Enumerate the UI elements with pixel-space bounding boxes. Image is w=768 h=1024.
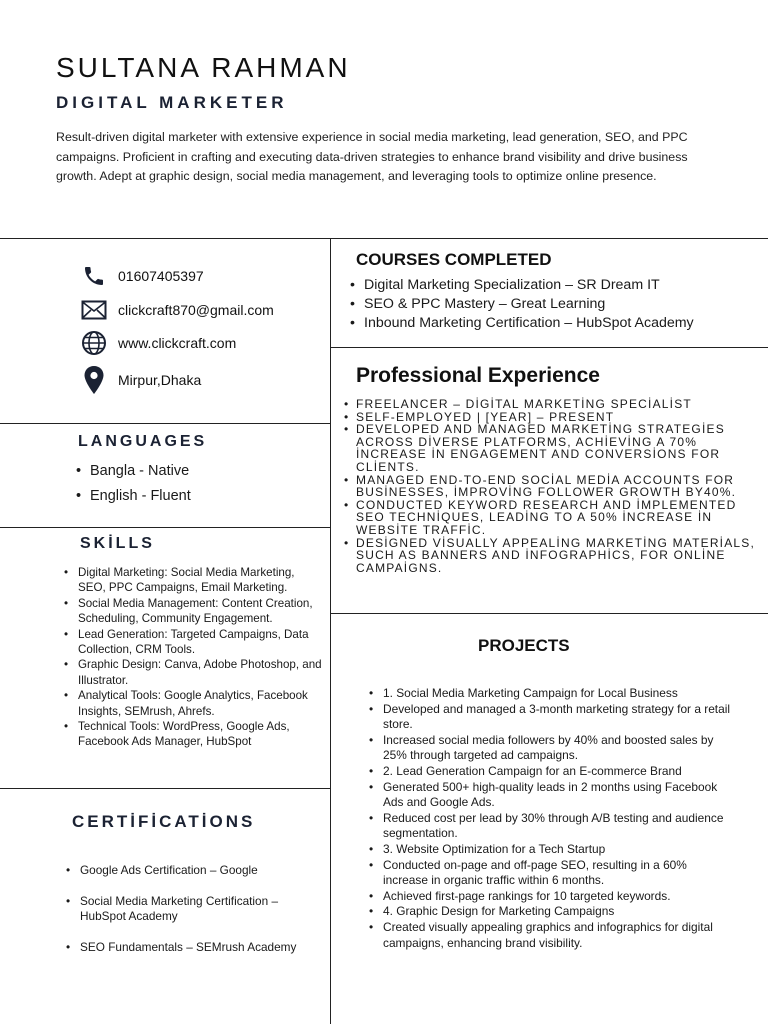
list-item: • Increased social media followers by 40% and boosted sales by 25% through targeted ad campaigns. <box>383 733 733 764</box>
list-item: • SELF-EMPLOYED | [YEAR] – PRESENT <box>356 411 756 424</box>
contact-website <box>80 331 236 355</box>
list-item: • 3. Website Optimization for a Tech Startup <box>383 842 733 858</box>
list-item: • CONDUCTED KEYWORD RESEARCH AND İMPLEMENTED SEO TECHNİQUES, LEADİNG TO A 50% İNCREASE İN WEBSİTE TRAFFİC. <box>356 499 756 537</box>
projects-heading: PROJECTS <box>478 636 570 655</box>
list-item: • Digital Marketing: Social Media Marketing, SEO, PPC Campaigns, Email Marketing. <box>78 565 323 596</box>
column-divider <box>330 238 331 1024</box>
languages-list <box>90 459 191 509</box>
projects-list <box>383 686 733 951</box>
list-item: • Conducted on-page and off-page SEO, resulting in a 60% increase in organic traffic within 6 months. <box>383 858 733 889</box>
skills-divider <box>0 788 330 789</box>
contact-website-text[interactable]: www.clickcraft.com <box>118 335 237 351</box>
list-item: • Analytical Tools: Google Analytics, Facebook Insights, SEMrush, Ahrefs. <box>78 688 323 719</box>
job-title: DIGITAL MARKETER <box>56 93 288 112</box>
list-item: • SEO Fundamentals – SEMrush Academy <box>80 940 320 955</box>
languages-divider <box>0 527 330 528</box>
list-item: • Generated 500+ high-quality leads in 2 months using Facebook Ads and Google Ads. <box>383 780 733 811</box>
contact-email-text[interactable]: clickcraft870@gmail.com <box>118 302 274 318</box>
list-item: • DEVELOPED AND MANAGED MARKETİNG STRATEGİES ACROSS DİVERSE PLATFORMS, ACHİEVİNG A 70% İNCREASE İN ENGAGEMENT AND CONVERSİONS FOR CLİENTS. <box>356 423 756 473</box>
list-item: • MANAGED END-TO-END SOCİAL MEDİA ACCOUNTS FOR BUSİNESSES, İMPROVİNG FOLLOWER GROWTH BY40%. <box>356 474 756 499</box>
candidate-name: SULTANA RAHMAN <box>56 52 351 83</box>
list-item: • Graphic Design: Canva, Adobe Photoshop, and Illustrator. <box>78 657 323 688</box>
list-item: • Inbound Marketing Certification – HubSpot Academy <box>364 314 694 333</box>
mail-icon <box>80 298 108 322</box>
list-item: • Google Ads Certification – Google <box>80 863 320 878</box>
skills-heading: SKİLLS <box>80 535 155 552</box>
list-item: • Social Media Management: Content Creation, Scheduling, Community Engagement. <box>78 596 323 627</box>
list-item: • 1. Social Media Marketing Campaign for Local Business <box>383 686 733 702</box>
list-item: • FREELANCER – DİGİTAL MARKETİNG SPECİALİST <box>356 398 756 411</box>
contact-location-text: Mirpur,Dhaka <box>118 372 202 388</box>
header-divider <box>0 238 768 239</box>
experience-heading: Professional Experience <box>356 364 600 387</box>
list-item: • Digital Marketing Specialization – SR Dream IT <box>364 276 694 295</box>
list-item: • Social Media Marketing Certification – HubSpot Academy <box>80 894 320 924</box>
skills-list <box>78 565 323 750</box>
contact-email <box>80 298 274 322</box>
list-item: • Created visually appealing graphics and infographics for digital campaigns, enhancing brand visibility. <box>383 920 733 951</box>
courses-list <box>364 276 694 333</box>
contact-phone <box>80 264 204 288</box>
profile-summary: Result-driven digital marketer with extensive experience in social media marketing, lead generation, SEO, and PPC campaigns. Proficient in crafting and executing data-driven strategies to enhance brand visibility and drive business growth. Adept at graphic design, social media management, and leveraging tools to optimize online presence. <box>56 130 688 183</box>
certifications-list <box>80 863 320 971</box>
languages-heading: LANGUAGES <box>78 433 208 450</box>
list-item: • SEO & PPC Mastery – Great Learning <box>364 295 694 314</box>
experience-list <box>356 398 756 574</box>
list-item: • Achieved first-page rankings for 10 targeted keywords. <box>383 889 733 905</box>
list-item: • 4. Graphic Design for Marketing Campaigns <box>383 904 733 920</box>
list-item: • English - Fluent <box>90 484 191 509</box>
list-item: • Technical Tools: WordPress, Google Ads, Facebook Ads Manager, HubSpot <box>78 719 323 750</box>
contact-phone-text: 01607405397 <box>118 268 204 284</box>
list-item: • Developed and managed a 3-month marketing strategy for a retail store. <box>383 702 733 733</box>
contact-divider <box>0 423 330 424</box>
list-item: • Bangla - Native <box>90 459 191 484</box>
courses-divider <box>330 347 768 348</box>
globe-icon <box>80 331 108 355</box>
list-item: • 2. Lead Generation Campaign for an E-commerce Brand <box>383 764 733 780</box>
contact-location <box>80 368 201 392</box>
phone-icon <box>80 264 108 288</box>
list-item: • Reduced cost per lead by 30% through A/B testing and audience segmentation. <box>383 811 733 842</box>
courses-heading: COURSES COMPLETED <box>356 250 552 269</box>
list-item: • DESİGNED VİSUALLY APPEALİNG MARKETİNG MATERİALS, SUCH AS BANNERS AND İNFOGRAPHİCS, FOR ONLİNE CAMPAİGNS. <box>356 537 756 575</box>
list-item: • Lead Generation: Targeted Campaigns, Data Collection, CRM Tools. <box>78 627 323 658</box>
experience-divider <box>330 613 768 614</box>
certifications-heading: CERTİFİCATİONS <box>72 812 256 831</box>
location-pin-icon <box>80 368 108 392</box>
